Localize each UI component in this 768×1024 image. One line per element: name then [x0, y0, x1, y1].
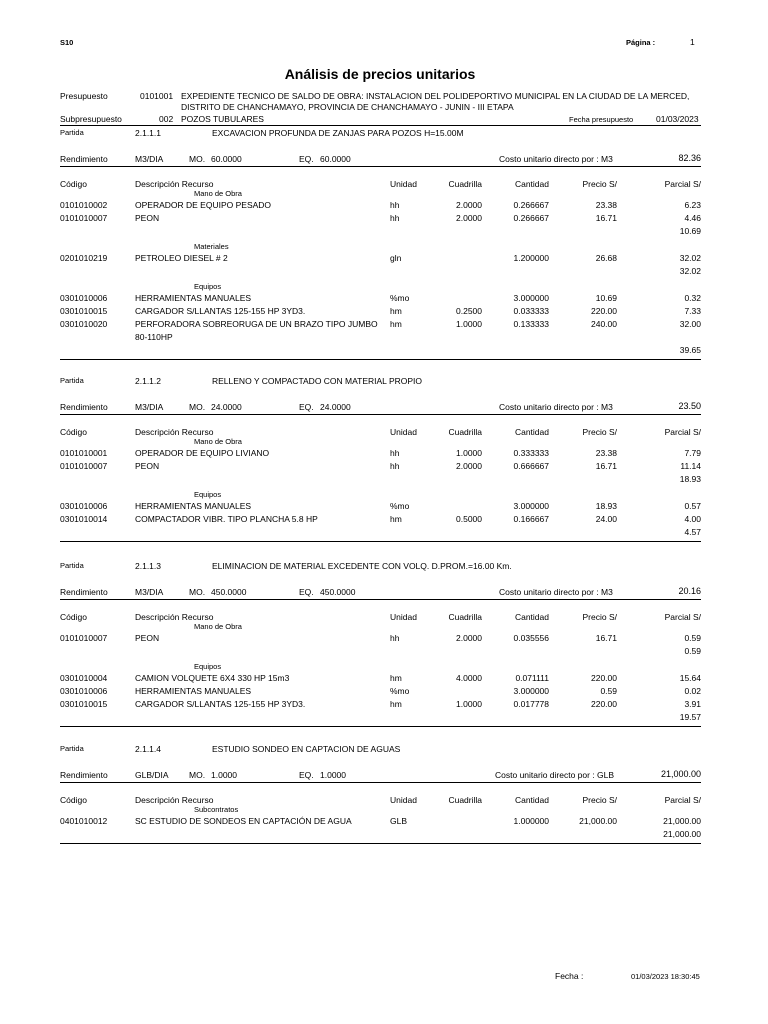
- resource-precio: 23.38: [595, 200, 617, 210]
- col-cuadrilla-header: Cuadrilla: [448, 612, 482, 622]
- footer-fecha-value: 01/03/2023 18:30:45: [631, 972, 700, 981]
- group-heading: Subcontratos: [194, 805, 239, 814]
- resource-code: 0101010002: [60, 200, 108, 210]
- resource-cantidad: 0.666667: [513, 461, 549, 471]
- col-parcial-header: Parcial S/: [664, 179, 701, 189]
- costo-unitario-value: 21,000.00: [660, 769, 701, 779]
- rendimiento-label: Rendimiento: [60, 587, 108, 597]
- col-unidad-header: Unidad: [390, 427, 417, 437]
- resource-cuadrilla: 1.0000: [456, 699, 482, 709]
- resource-cuadrilla: 4.0000: [456, 673, 482, 683]
- group-subtotal: 18.93: [679, 474, 701, 484]
- page-label: Página :: [626, 38, 656, 47]
- resource-description: CARGADOR S/LLANTAS 125-155 HP 3YD3.: [135, 699, 306, 709]
- resource-unit: gln: [390, 253, 402, 263]
- resource-code: 0301010014: [60, 514, 108, 524]
- rendimiento-unit: M3/DIA: [135, 402, 164, 412]
- eq-label: EQ.: [299, 402, 314, 412]
- resource-code: 0101010007: [60, 213, 108, 223]
- resource-description-cont: 80-110HP: [135, 332, 173, 342]
- resource-precio: 220.00: [591, 699, 617, 709]
- partida-end-divider: [60, 726, 701, 727]
- resource-cantidad: 0.333333: [513, 448, 549, 458]
- col-parcial-header: Parcial S/: [664, 795, 701, 805]
- costo-unitario-label: Costo unitario directo por : M3: [499, 154, 613, 164]
- group-subtotal: 21,000.00: [663, 829, 701, 839]
- resource-description: PEON: [135, 213, 160, 223]
- subpresupuesto-name: POZOS TUBULARES: [181, 114, 264, 124]
- col-codigo-header: Código: [60, 612, 87, 622]
- resource-description: CAMION VOLQUETE 6X4 330 HP 15m3: [135, 673, 290, 683]
- resource-cuadrilla: 2.0000: [456, 200, 482, 210]
- resource-precio: 23.38: [595, 448, 617, 458]
- resource-unit: %mo: [390, 501, 410, 511]
- group-subtotal: 4.57: [684, 527, 701, 537]
- group-subtotal: 39.65: [679, 345, 701, 355]
- page-title: Análisis de precios unitarios: [284, 66, 476, 82]
- resource-precio: 18.93: [595, 501, 617, 511]
- resource-unit: hm: [390, 673, 402, 683]
- eq-label: EQ.: [299, 154, 314, 164]
- resource-parcial: 11.14: [680, 461, 701, 471]
- resource-parcial: 0.32: [684, 293, 701, 303]
- fecha-presupuesto-value: 01/03/2023: [656, 114, 699, 124]
- resource-precio: 24.00: [595, 514, 617, 524]
- col-descripcion-header: Descripción Recurso: [135, 612, 214, 622]
- mo-value: 1.0000: [211, 770, 237, 780]
- partida-name: ESTUDIO SONDEO EN CAPTACION DE AGUAS: [212, 744, 401, 754]
- resource-cantidad: 0.266667: [513, 200, 549, 210]
- resource-description: HERRAMIENTAS MANUALES: [135, 686, 252, 696]
- group-subtotal: 19.57: [679, 712, 701, 722]
- partida-code: 2.1.1.3: [135, 561, 161, 571]
- group-subtotal: 10.69: [679, 226, 701, 236]
- partida-code: 2.1.1.1: [135, 128, 161, 138]
- col-cuadrilla-header: Cuadrilla: [448, 179, 482, 189]
- presupuesto-desc-line2: DISTRITO DE CHANCHAMAYO, PROVINCIA DE CHANCHAMAYO - JUNIN - III ETAPA: [181, 102, 514, 112]
- resource-parcial: 32.00: [679, 319, 701, 329]
- resource-precio: 16.71: [595, 461, 617, 471]
- resource-precio: 10.69: [595, 293, 617, 303]
- resource-parcial: 4.46: [684, 213, 701, 223]
- partida-name: RELLENO Y COMPACTADO CON MATERIAL PROPIO: [212, 376, 423, 386]
- rendimiento-label: Rendimiento: [60, 402, 108, 412]
- resource-code: 0101010007: [60, 461, 108, 471]
- resource-cantidad: 3.000000: [513, 293, 549, 303]
- resource-cuadrilla: 0.2500: [456, 306, 482, 316]
- resource-cuadrilla: 0.5000: [456, 514, 482, 524]
- footer-fecha-label: Fecha :: [555, 971, 584, 981]
- resource-code: 0201010219: [60, 253, 108, 263]
- partida-label: Partida: [60, 128, 84, 137]
- resource-unit: hm: [390, 319, 402, 329]
- presupuesto-code: 0101001: [140, 91, 174, 101]
- col-unidad-header: Unidad: [390, 179, 417, 189]
- resource-parcial: 21,000.00: [663, 816, 701, 826]
- partida-end-divider: [60, 359, 701, 360]
- resource-code: 0301010006: [60, 686, 108, 696]
- resource-code: 0301010006: [60, 501, 108, 511]
- rendimiento-unit: GLB/DIA: [135, 770, 169, 780]
- resource-code: 0101010007: [60, 633, 108, 643]
- mo-label: MO.: [189, 402, 206, 412]
- resource-description: SC ESTUDIO DE SONDEOS EN CAPTACIÓN DE AGUA: [135, 816, 352, 826]
- resource-code: 0301010006: [60, 293, 108, 303]
- resource-description: COMPACTADOR VIBR. TIPO PLANCHA 5.8 HP: [135, 514, 318, 524]
- partida-end-divider: [60, 541, 701, 542]
- resource-code: 0301010020: [60, 319, 108, 329]
- col-cantidad-header: Cantidad: [514, 795, 549, 805]
- resource-cantidad: 1.000000: [513, 816, 549, 826]
- resource-cuadrilla: 1.0000: [456, 319, 482, 329]
- rendimiento-label: Rendimiento: [60, 154, 108, 164]
- eq-value: 1.0000: [320, 770, 346, 780]
- resource-parcial: 0.57: [684, 501, 701, 511]
- subpresupuesto-code: 002: [159, 114, 174, 124]
- partida-rendimiento-divider: [60, 414, 701, 415]
- resource-cantidad: 0.133333: [513, 319, 549, 329]
- resource-parcial: 15.64: [679, 673, 701, 683]
- resource-code: 0301010015: [60, 306, 108, 316]
- resource-precio: 16.71: [595, 633, 617, 643]
- resource-unit: hh: [390, 200, 400, 210]
- col-descripcion-header: Descripción Recurso: [135, 427, 214, 437]
- col-precio-header: Precio S/: [582, 179, 617, 189]
- partida-code: 2.1.1.2: [135, 376, 161, 386]
- group-heading: Mano de Obra: [194, 437, 242, 446]
- eq-label: EQ.: [299, 770, 314, 780]
- resource-unit: %mo: [390, 686, 410, 696]
- resource-cuadrilla: 2.0000: [456, 461, 482, 471]
- resource-unit: hh: [390, 461, 400, 471]
- resource-code: 0101010001: [60, 448, 108, 458]
- resource-precio: 240.00: [591, 319, 617, 329]
- partida-name: ELIMINACION DE MATERIAL EXCEDENTE CON VOLQ. D.PROM.=16.00 Km.: [212, 561, 512, 571]
- resource-parcial: 7.33: [684, 306, 701, 316]
- resource-parcial: 0.02: [684, 686, 701, 696]
- resource-cantidad: 3.000000: [513, 501, 549, 511]
- col-precio-header: Precio S/: [582, 612, 617, 622]
- col-codigo-header: Código: [60, 179, 87, 189]
- col-cantidad-header: Cantidad: [514, 179, 549, 189]
- rendimiento-unit: M3/DIA: [135, 154, 164, 164]
- resource-precio: 0.59: [600, 686, 617, 696]
- resource-cuadrilla: 2.0000: [456, 213, 482, 223]
- group-heading: Equipos: [194, 662, 222, 671]
- resource-unit: hh: [390, 633, 400, 643]
- partida-end-divider: [60, 843, 701, 844]
- resource-description: OPERADOR DE EQUIPO LIVIANO: [135, 448, 270, 458]
- group-subtotal: 32.02: [679, 266, 701, 276]
- resource-precio: 220.00: [591, 306, 617, 316]
- eq-value: 450.0000: [320, 587, 356, 597]
- resource-description: PERFORADORA SOBREORUGA DE UN BRAZO TIPO JUMBO: [135, 319, 378, 329]
- resource-parcial: 3.91: [684, 699, 701, 709]
- costo-unitario-label: Costo unitario directo por : GLB: [495, 770, 615, 780]
- resource-description: HERRAMIENTAS MANUALES: [135, 293, 252, 303]
- resource-cantidad: 0.035556: [513, 633, 549, 643]
- resource-cuadrilla: 2.0000: [456, 633, 482, 643]
- group-heading: Equipos: [194, 490, 222, 499]
- resource-unit: hh: [390, 213, 400, 223]
- eq-value: 60.0000: [320, 154, 351, 164]
- resource-precio: 21,000.00: [579, 816, 617, 826]
- resource-description: PEON: [135, 633, 160, 643]
- partida-label: Partida: [60, 376, 84, 385]
- costo-unitario-value: 20.16: [678, 586, 701, 596]
- rendimiento-label: Rendimiento: [60, 770, 108, 780]
- resource-unit: hh: [390, 448, 400, 458]
- mo-value: 60.0000: [211, 154, 242, 164]
- eq-value: 24.0000: [320, 402, 351, 412]
- col-cantidad-header: Cantidad: [514, 427, 549, 437]
- resource-unit: GLB: [390, 816, 408, 826]
- mo-value: 24.0000: [211, 402, 242, 412]
- resource-code: 0301010004: [60, 673, 108, 683]
- resource-description: HERRAMIENTAS MANUALES: [135, 501, 252, 511]
- group-heading: Materiales: [194, 242, 229, 251]
- resource-cantidad: 3.000000: [513, 686, 549, 696]
- partida-name: EXCAVACION PROFUNDA DE ZANJAS PARA POZOS H=15.00M: [212, 128, 464, 138]
- page-number: 1: [690, 37, 695, 47]
- group-subtotal: 0.59: [684, 646, 701, 656]
- partida-rendimiento-divider: [60, 166, 701, 167]
- resource-description: OPERADOR DE EQUIPO PESADO: [135, 200, 272, 210]
- partida-rendimiento-divider: [60, 599, 701, 600]
- resource-cantidad: 0.266667: [513, 213, 549, 223]
- col-parcial-header: Parcial S/: [664, 612, 701, 622]
- resource-cantidad: 0.071111: [515, 673, 549, 683]
- partida-label: Partida: [60, 561, 84, 570]
- resource-cantidad: 1.200000: [513, 253, 549, 263]
- col-codigo-header: Código: [60, 427, 87, 437]
- resource-unit: hm: [390, 699, 402, 709]
- group-heading: Mano de Obra: [194, 622, 242, 631]
- partida-label: Partida: [60, 744, 84, 753]
- fecha-presupuesto-label: Fecha presupuesto: [569, 115, 634, 124]
- resource-unit: hm: [390, 306, 402, 316]
- col-codigo-header: Código: [60, 795, 87, 805]
- resource-parcial: 0.59: [684, 633, 701, 643]
- eq-label: EQ.: [299, 587, 314, 597]
- resource-code: 0401010012: [60, 816, 108, 826]
- resource-unit: hm: [390, 514, 402, 524]
- col-cuadrilla-header: Cuadrilla: [448, 427, 482, 437]
- col-precio-header: Precio S/: [582, 427, 617, 437]
- mo-label: MO.: [189, 154, 206, 164]
- resource-precio: 16.71: [595, 213, 617, 223]
- resource-cantidad: 0.033333: [513, 306, 549, 316]
- resource-cantidad: 0.017778: [513, 699, 549, 709]
- mo-label: MO.: [189, 770, 206, 780]
- col-descripcion-header: Descripción Recurso: [135, 795, 214, 805]
- group-heading: Equipos: [194, 282, 222, 291]
- resource-description: CARGADOR S/LLANTAS 125-155 HP 3YD3.: [135, 306, 306, 316]
- resource-precio: 220.00: [591, 673, 617, 683]
- col-cantidad-header: Cantidad: [514, 612, 549, 622]
- partida-code: 2.1.1.4: [135, 744, 161, 754]
- costo-unitario-label: Costo unitario directo por : M3: [499, 402, 613, 412]
- resource-code: 0301010015: [60, 699, 108, 709]
- resource-cuadrilla: 1.0000: [456, 448, 482, 458]
- col-parcial-header: Parcial S/: [664, 427, 701, 437]
- resource-cantidad: 0.166667: [513, 514, 549, 524]
- resource-description: PETROLEO DIESEL # 2: [135, 253, 228, 263]
- costo-unitario-value: 23.50: [678, 401, 701, 411]
- report-code: S10: [60, 38, 74, 47]
- partida-rendimiento-divider: [60, 782, 701, 783]
- resource-precio: 26.68: [595, 253, 617, 263]
- mo-value: 450.0000: [211, 587, 247, 597]
- resource-parcial: 4.00: [684, 514, 701, 524]
- resource-description: PEON: [135, 461, 160, 471]
- presupuesto-label: Presupuesto: [60, 91, 108, 101]
- mo-label: MO.: [189, 587, 206, 597]
- col-precio-header: Precio S/: [582, 795, 617, 805]
- rendimiento-unit: M3/DIA: [135, 587, 164, 597]
- group-heading: Mano de Obra: [194, 189, 242, 198]
- costo-unitario-value: 82.36: [678, 153, 701, 163]
- costo-unitario-label: Costo unitario directo por : M3: [499, 587, 613, 597]
- col-cuadrilla-header: Cuadrilla: [448, 795, 482, 805]
- subpresupuesto-label: Subpresupuesto: [60, 114, 122, 124]
- presupuesto-desc-line1: EXPEDIENTE TECNICO DE SALDO DE OBRA: INSTALACION DEL POLIDEPORTIVO MUNICIPAL EN LA CIUDAD DE LA MERCED,: [181, 91, 690, 101]
- header-divider: [60, 125, 701, 126]
- col-descripcion-header: Descripción Recurso: [135, 179, 214, 189]
- col-unidad-header: Unidad: [390, 612, 417, 622]
- resource-unit: %mo: [390, 293, 410, 303]
- resource-parcial: 7.79: [684, 448, 701, 458]
- resource-parcial: 32.02: [679, 253, 701, 263]
- resource-parcial: 6.23: [684, 200, 701, 210]
- col-unidad-header: Unidad: [390, 795, 417, 805]
